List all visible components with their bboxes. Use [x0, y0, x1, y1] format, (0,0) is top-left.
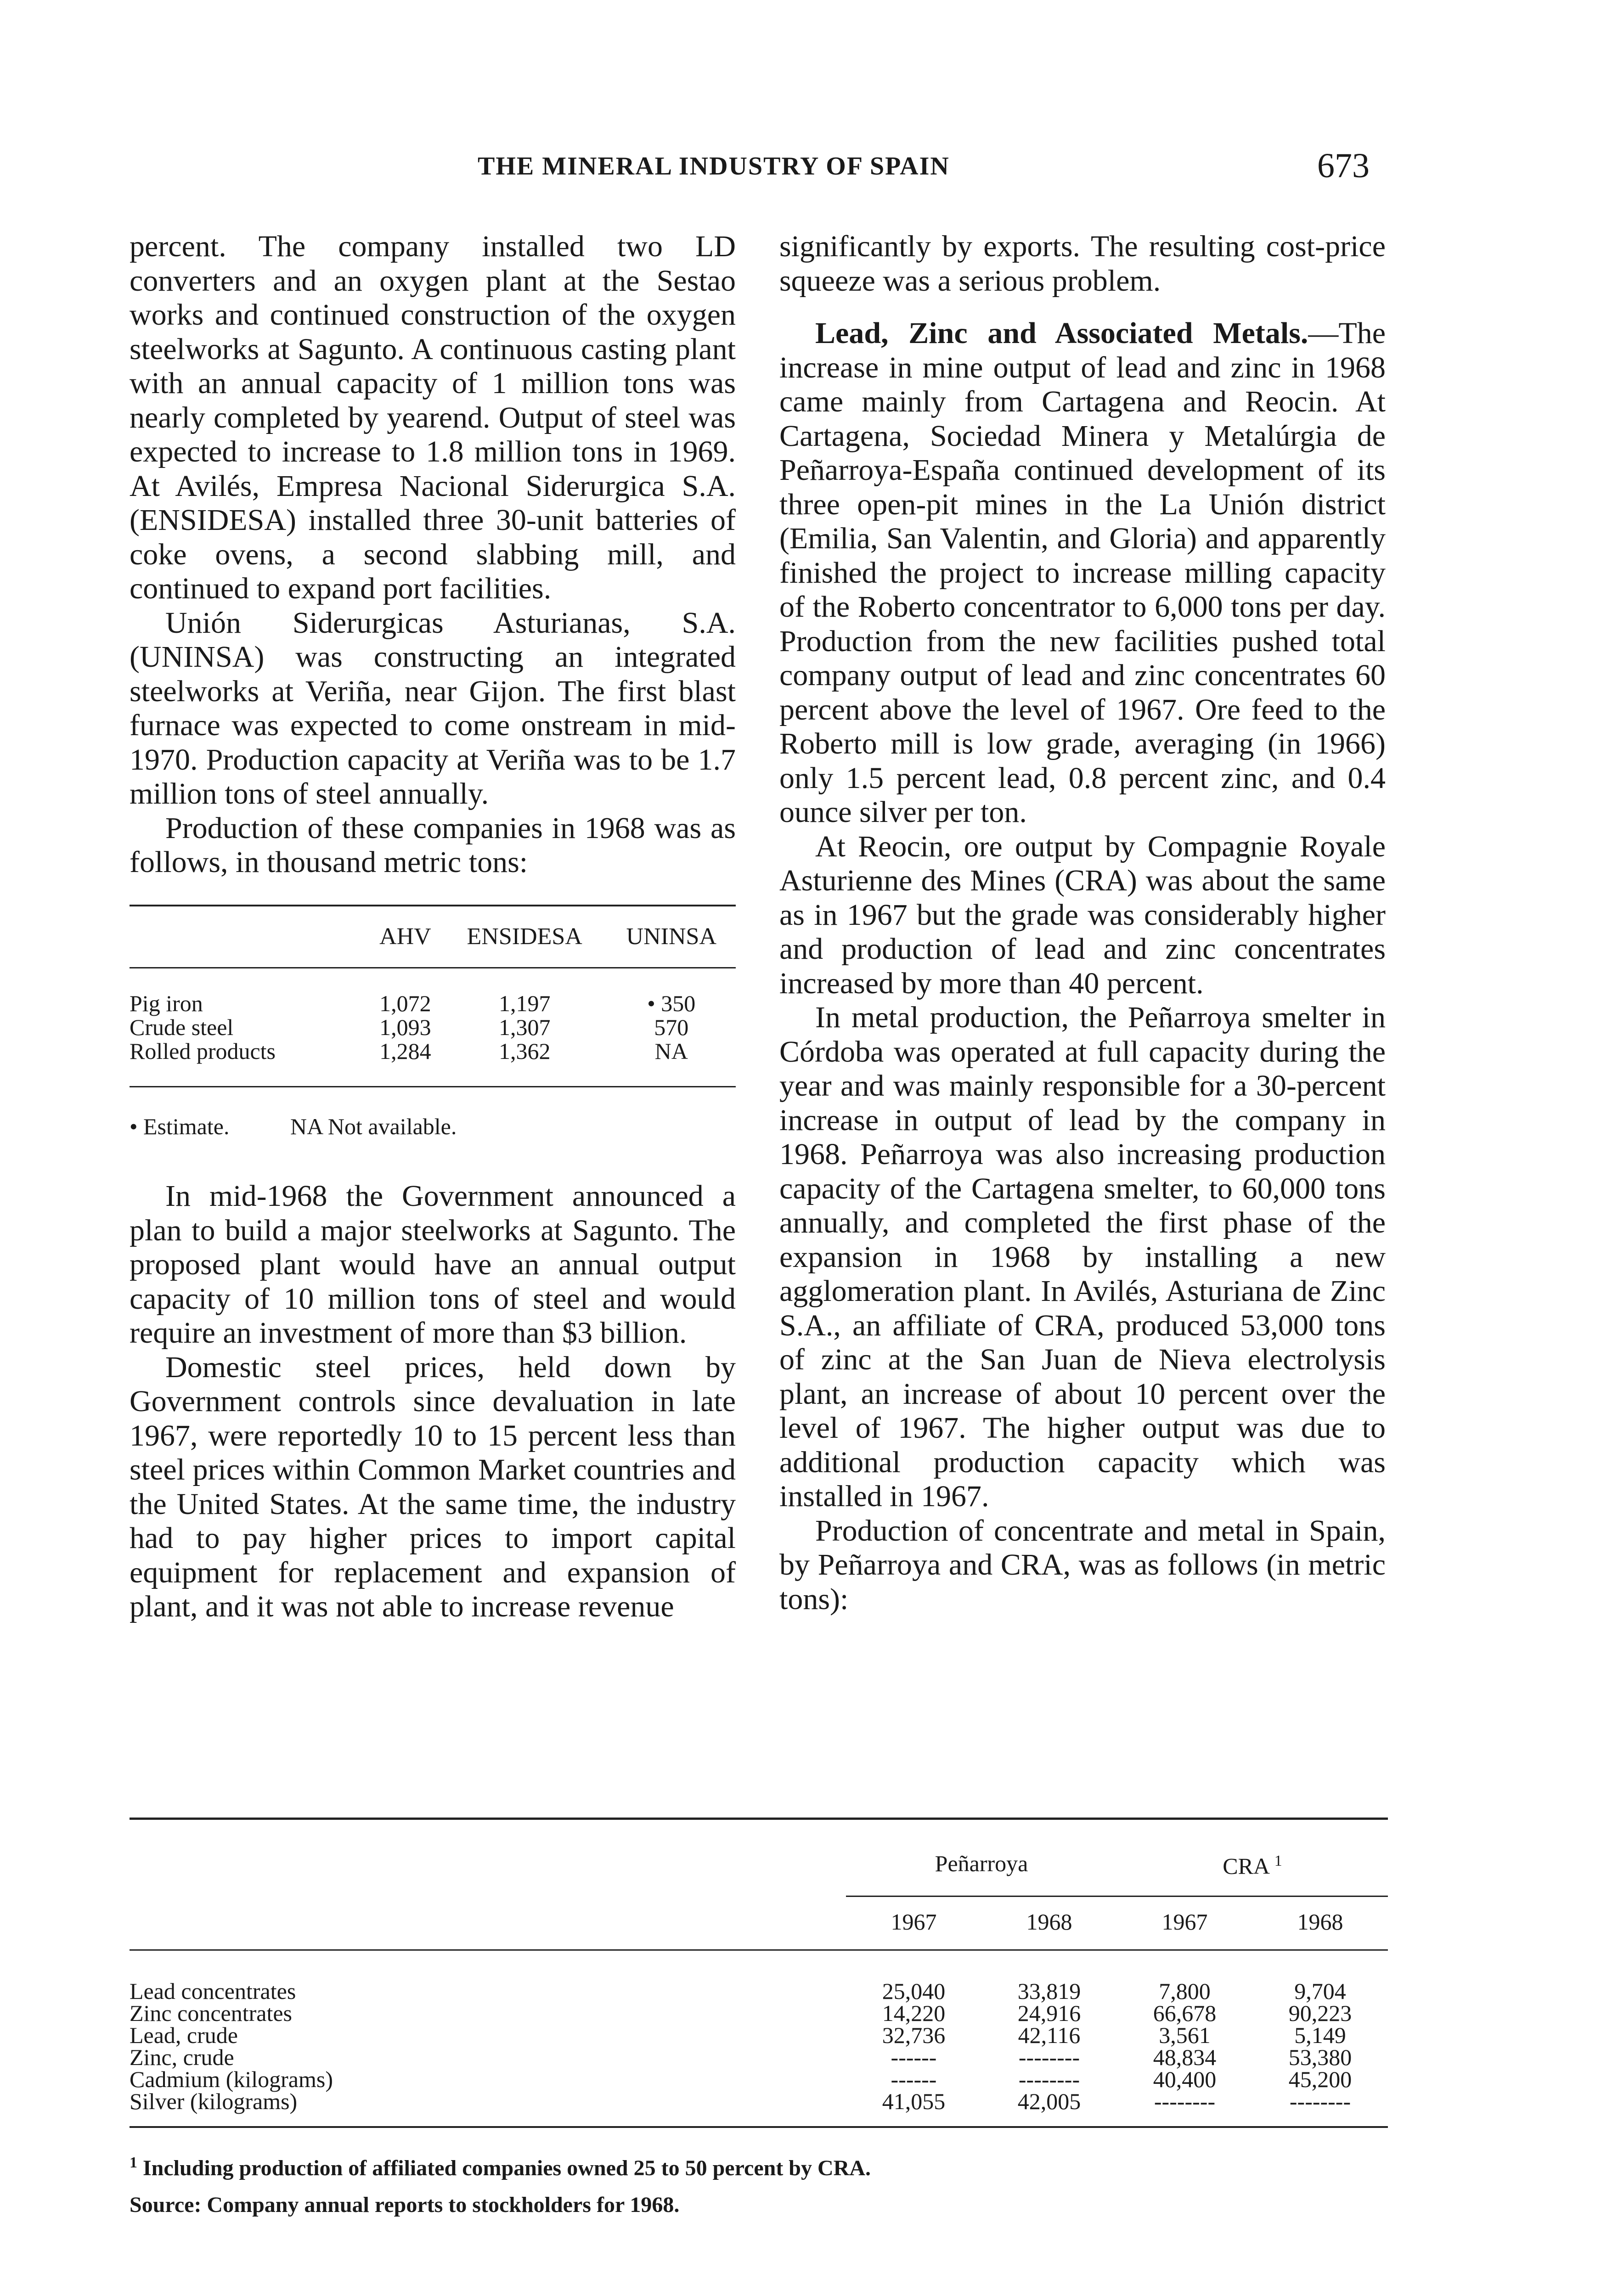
table-cell: ------ [891, 2044, 937, 2070]
table-cell: • 350 [647, 990, 696, 1016]
row-label: Lead concentrates [130, 1978, 296, 2004]
paragraph: percent. The company installed two LD converters and an oxygen plant at the Sestao works and continued construction of the oxygen steelworks at Sagunto. A continuous casting plant with an annual capacity of 1 million tons was nearly completed by yearend. Output of steel was expected to increase to 1.8 million tons in 1969. At Avilés, Empresa Nacional Siderurgica S.A. (ENSIDESA) installed three 30-unit batteries of coke ovens, a second slabbing mill, and continued to expand port facilities. [130, 230, 736, 605]
table-cell: 32,736 [882, 2022, 946, 2048]
table-corner [130, 1896, 846, 1950]
table-corner [130, 906, 368, 968]
footnote-marker: 1 [1274, 1852, 1282, 1869]
table-cell: 570 [654, 1014, 689, 1040]
table-cell: 3,561 [1159, 2022, 1211, 2048]
footnote [130, 2144, 1388, 2187]
paragraph: At Reocin, ore output by Compagnie Royale Asturienne des Mines (CRA) was about the same as in 1967 but the grade was considerably higher and production of lead and zinc concentrates increased by more than 40 percent. [779, 829, 1386, 1000]
table-cell: 1,093 [379, 1014, 431, 1040]
table-row [130, 1015, 736, 1039]
table-note: • Estimate. [130, 1113, 230, 1139]
table-cell: 1,307 [498, 1014, 551, 1040]
table-row [130, 2046, 1388, 2068]
paragraph: Domestic steel prices, held down by Government controls since devaluation in late 1967, were reportedly 10 to 15 percent less than steel prices within Common Market countries and the United States. At the same time, the industry had to pay higher prices to import capital equipment for replacement and expansion of plant, and it was not able to increase revenue [130, 1350, 736, 1623]
table-row [130, 2002, 1388, 2024]
year-header: 1967 [846, 1896, 981, 1950]
column-header: AHV [368, 906, 442, 968]
paragraph: In mid-1968 the Government announced a plan to build a major steelworks at Sagunto. The proposed plant would have an annual output capacity of 10 million tons of steel and would require an investment of more than $3 billion. [130, 1179, 736, 1350]
section-heading: Lead, Zinc and Associated Metals. [815, 316, 1308, 350]
year-header: 1968 [981, 1896, 1117, 1950]
steel-production-table [130, 905, 736, 1087]
table-row [130, 2068, 1388, 2090]
table-row [130, 1039, 736, 1087]
right-column [779, 230, 1386, 1616]
table-row [130, 1950, 1388, 2002]
table-cell: 25,040 [882, 1978, 946, 2004]
row-label: Rolled products [130, 1038, 276, 1064]
table-cell: 5,149 [1294, 2022, 1346, 2048]
table-corner [130, 1819, 846, 1896]
group-header-row [130, 1819, 1388, 1896]
table-cell: 66,678 [1153, 2000, 1217, 2026]
production-table-section [130, 1818, 1388, 2223]
table-notes [130, 1109, 736, 1144]
table-cell: 42,116 [1018, 2022, 1081, 2048]
table-cell: NA [654, 1038, 688, 1064]
page-header [0, 146, 1618, 187]
row-label: Pig iron [130, 990, 203, 1016]
table-cell: 7,800 [1159, 1978, 1211, 2004]
table-note: NA Not available. [290, 1113, 457, 1139]
table-cell: 1,284 [379, 1038, 431, 1064]
table-cell: -------- [1018, 2044, 1080, 2070]
row-label: Crude steel [130, 1014, 234, 1040]
paragraph: significantly by exports. The resulting cost-price squeeze was a serious problem. [779, 230, 1386, 298]
table-row [130, 968, 736, 1015]
table-cell: 40,400 [1153, 2066, 1217, 2092]
table-cell: -------- [1018, 2066, 1080, 2092]
table-row [130, 2090, 1388, 2127]
footnote-text: Including production of affiliated companies owned 25 to 50 percent by CRA. [143, 2155, 871, 2180]
table-cell: 53,380 [1288, 2044, 1352, 2070]
table-cell: 14,220 [882, 2000, 946, 2026]
row-label: Zinc, crude [130, 2044, 234, 2070]
left-column [130, 230, 736, 1624]
column-header: UNINSA [607, 906, 736, 968]
table-cell: 48,834 [1153, 2044, 1217, 2070]
table-cell: 45,200 [1288, 2066, 1352, 2092]
table-cell: -------- [1154, 2088, 1216, 2114]
group-name: CRA [1223, 1853, 1269, 1879]
table-cell: 90,223 [1288, 2000, 1352, 2026]
table-cell: 33,819 [1017, 1978, 1081, 2004]
year-header: 1967 [1117, 1896, 1252, 1950]
table-cell: -------- [1289, 2088, 1351, 2114]
table-cell: 1,362 [498, 1038, 551, 1064]
table-cell: ------ [891, 2066, 937, 2092]
table-cell: 24,916 [1017, 2000, 1081, 2026]
group-name: Peñarroya [935, 1851, 1028, 1877]
year-header: 1968 [1252, 1896, 1388, 1950]
page-number: 673 [1317, 146, 1370, 185]
footnote-text: Source: Company annual reports to stockholders for 1968. [130, 2192, 680, 2217]
row-label: Zinc concentrates [130, 2000, 292, 2026]
paragraph: Production of these companies in 1968 was as follows, in thousand metric tons: [130, 811, 736, 879]
source-note [130, 2187, 1388, 2223]
section-body: —The increase in mine output of lead and zinc in 1968 came mainly from Cartagena and Reocin. At Cartagena, Sociedad Minera y Metalúrgia de Peñarroya-España continued development of its three open-pit mines in the La Unión district (Emilia, San Valentin, and Gloria) and apparently finished the project to increase milling capacity of the Roberto concentrator to 6,000 tons per day. Production from the new facilities pushed total company output of lead and zinc concentrates 60 percent above the level of 1967. Ore feed to the Roberto mill is low grade, averaging (in 1966) only 1.5 percent lead, 0.8 percent zinc, and 0.4 ounce silver per ton. [779, 316, 1386, 829]
table-cell: 1,072 [379, 990, 431, 1016]
year-header-row [130, 1896, 1388, 1950]
production-table [130, 1818, 1388, 2128]
table-cell: 1,197 [498, 990, 551, 1016]
table-cell: 42,005 [1017, 2088, 1081, 2114]
table-row [130, 2024, 1388, 2046]
table-footnotes [130, 2144, 1388, 2223]
paragraph: In metal production, the Peñarroya smelter in Córdoba was operated at full capacity during the year and was mainly responsible for a 30-percent increase in output of lead by the company in 1968. Peñarroya was also increasing production capacity of the Cartagena smelter, to 60,000 tons annually, and completed the first phase of the expansion in 1968 by installing a new agglomeration plant. In Avilés, Asturiana de Zinc S.A., an affiliate of CRA, produced 53,000 tons of zinc at the San Juan de Nieva electrolysis plant, an increase of about 10 percent over the level of 1967. The higher output was due to additional production capacity which was installed in 1967. [779, 1001, 1386, 1513]
paragraph: Unión Siderurgicas Asturianas, S.A. (UNINSA) was constructing an integrated steelworks at Veriña, near Gijon. The first blast furnace was expected to come onstream in mid-1970. Production capacity at Veriña was to be 1.7 million tons of steel annually. [130, 606, 736, 810]
table-cell: 9,704 [1294, 1978, 1346, 2004]
column-header: ENSIDESA [442, 906, 607, 968]
row-label: Cadmium (kilograms) [130, 2066, 333, 2092]
paragraph: Production of concentrate and metal in Spain, by Peñarroya and CRA, was as follows (in metric tons): [779, 1514, 1386, 1616]
row-label: Silver (kilograms) [130, 2088, 298, 2114]
running-title: THE MINERAL INDUSTRY OF SPAIN [478, 152, 950, 180]
group-header [846, 1819, 1117, 1896]
row-label: Lead, crude [130, 2022, 238, 2048]
group-header [1117, 1819, 1388, 1896]
footnote-marker: 1 [130, 2154, 137, 2171]
section-paragraph [779, 316, 1386, 830]
table-cell: 41,055 [882, 2088, 946, 2114]
